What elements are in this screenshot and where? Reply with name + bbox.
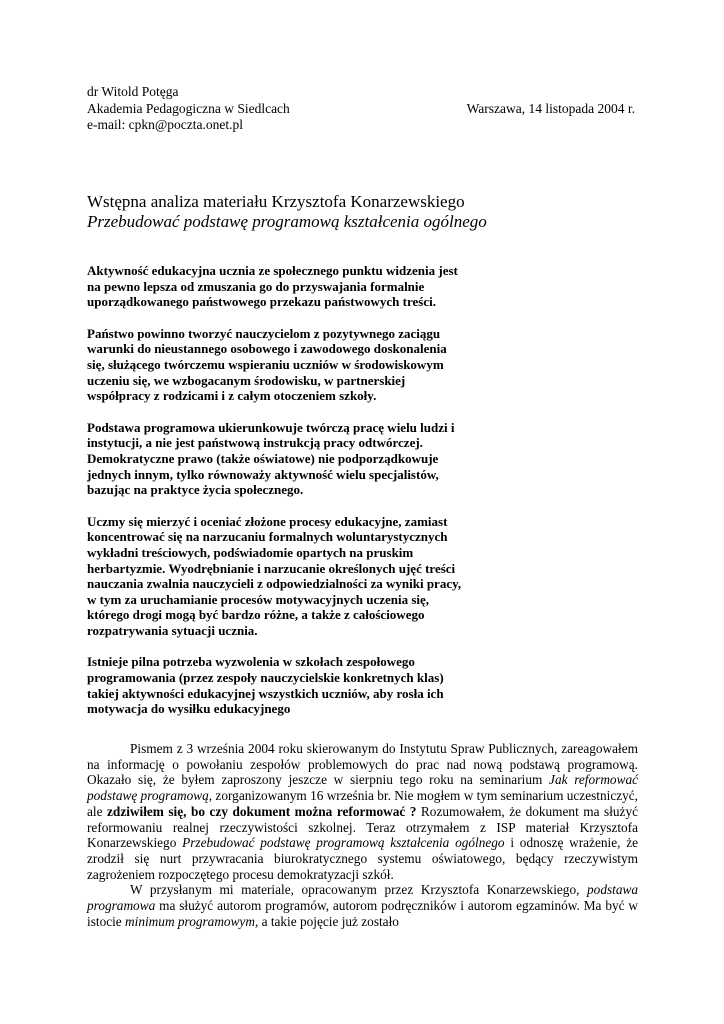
document-title: [87, 192, 647, 232]
place-date: Warszawa, 14 listopada 2004 r.: [466, 100, 635, 116]
italic-run: minimum programowym,: [125, 913, 259, 929]
text-run: zorganizowanym 16 września br. Nie mogłem w tym seminarium uczestniczyć, ale: [87, 788, 638, 819]
letter-header: [87, 84, 635, 134]
thesis-1: Aktywność edukacyjna ucznia ze społecznego punktu widzenia jest na pewno lepsza od zmuszania go do przyswajania formalnie uporządkowanego państwowego przekazu państwowych treści.: [87, 263, 458, 310]
body-paragraph-2: [87, 882, 638, 929]
thesis-5: Istnieje pilna potrzeba wyzwolenia w szkołach zespołowego programowania (przez zespoły nauczycielskie konkretnych klas) takiej aktywności edukacyjnej wszystkich uczniów, aby rosła ich motywacja do wysiłku edukacyjnego: [87, 654, 444, 717]
thesis-3: Podstawa programowa ukierunkowuje twórczą pracę wielu ludzi i instytucji, a nie jest państwową instrukcją pracy odtwórczej. Demokratyczne prawo (także oświatowe) nie podporządkowuje jednych innym, tylko równoważy aktywność wielu specjalistów, bazując na praktyce życia społecznego.: [87, 419, 455, 498]
author-institution: Akademia Pedagogiczna w Siedlcach: [87, 100, 290, 116]
italic-run: Przebudować podstawę programową kształcenia ogólnego: [182, 835, 505, 851]
text-run: Rozumowałem, że dokument ma służyć reformowaniu realnej rzeczywistości szkolnej. Teraz otrzymałem z ISP materiał Krzysztofa Konarzewskiego: [87, 803, 638, 851]
body-text: [87, 741, 638, 929]
author-email: e-mail: cpkn@poczta.onet.pl: [87, 117, 244, 132]
italic-run: Jak reformować podstawę programową,: [87, 772, 638, 804]
title-subtitle: Przebudować podstawę programową kształcenia ogólnego: [87, 212, 487, 231]
theses-list: [87, 263, 467, 733]
title-main: Wstępna analiza materiału Krzysztofa Konarzewskiego: [87, 192, 465, 211]
italic-run: podstawa programowa: [87, 882, 638, 914]
text-run: ma służyć autorom programów, autorom podręczników i autorom egzaminów. Ma być w istocie: [87, 898, 638, 929]
body-paragraph-1: [87, 741, 638, 882]
text-run: Pismem z 3 września 2004 roku skierowanym do Instytutu Spraw Publicznych, zareagowałem na informację o powołaniu zespołów problemowych do prac nad nową podstawą programową. Okazało się, że byłem zaproszony jeszcze w sierpniu tego roku na seminarium: [87, 741, 638, 788]
text-run: i odnoszę wrażenie, że zrodził się nurt przywracania biurokratycznego systemu oświatowego, będący rzeczywistym zagrożeniem rozpoczętego procesu demokratyzacji szkół.: [87, 835, 638, 882]
header-row: [87, 101, 635, 118]
thesis-4: Uczmy się mierzyć i oceniać złożone procesy edukacyjne, zamiast koncentrować się na narzucaniu formalnych woluntarystycznych wykładni treściowych, podświadomie opartych na pruskim herbartyzmie. Wyodrębnianie i narzucanie określonych ujęć treści nauczania zwalnia nauczycieli z odpowiedzialności za wyniki pracy, w tym za uruchamianie procesów motywacyjnych uczenia się, którego drogi mogą być bardzo różne, a także z całościowego rozpatrywania sytuacji ucznia.: [87, 513, 462, 638]
author-name: dr Witold Potęga: [87, 84, 179, 99]
bold-run: zdziwiłem się, bo czy dokument można reformować ?: [107, 803, 417, 819]
text-run: W przysłanym mi materiale, opracowanym przez Krzysztofa Konarzewskiego,: [130, 882, 588, 898]
thesis-2: Państwo powinno tworzyć nauczycielom z pozytywnego zaciągu warunki do nieustannego osobowego i zawodowego doskonalenia się, służącego twórczemu wspieraniu uczniów w środowiskowym uczeniu się, we wzbogacanym środowisku, w partnerskiej współpracy z rodzicami i z całym otoczeniem szkoły.: [87, 325, 447, 404]
text-run: a takie pojęcie już zostało: [258, 913, 399, 929]
